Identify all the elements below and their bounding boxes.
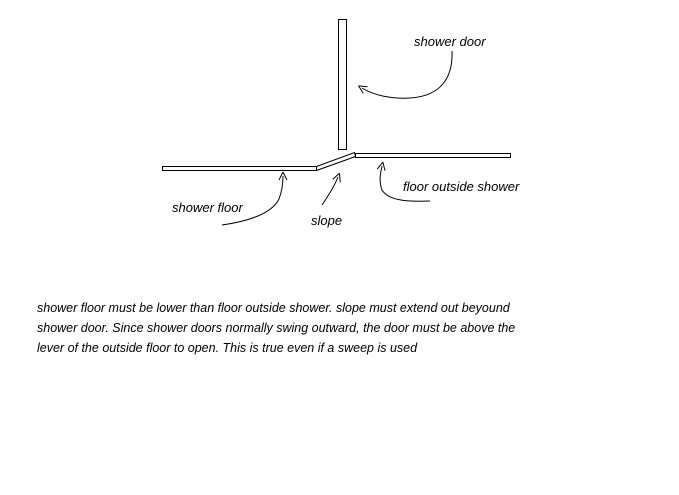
slope-arrow — [322, 177, 338, 205]
shower-door-arrow — [362, 51, 452, 98]
floor-outside-label: floor outside shower — [403, 179, 520, 194]
outside-floor-slab — [356, 154, 511, 158]
slope-label: slope — [311, 213, 343, 228]
note-line-3: lever of the outside floor to open. This is true even if a sweep is used — [37, 341, 418, 355]
shower-door-panel — [339, 20, 347, 150]
slope-slab — [317, 153, 356, 171]
shower-door-label: shower door — [414, 34, 486, 49]
explanation-note — [37, 298, 657, 358]
note-line-2: shower door. Since shower doors normally swing outward, the door must be above the — [37, 321, 516, 335]
shower-floor-label: shower floor — [172, 200, 243, 215]
note-line-1: shower floor must be lower than floor outside shower. slope must extend out beyound — [37, 301, 510, 315]
shower-floor-slab — [163, 167, 317, 171]
